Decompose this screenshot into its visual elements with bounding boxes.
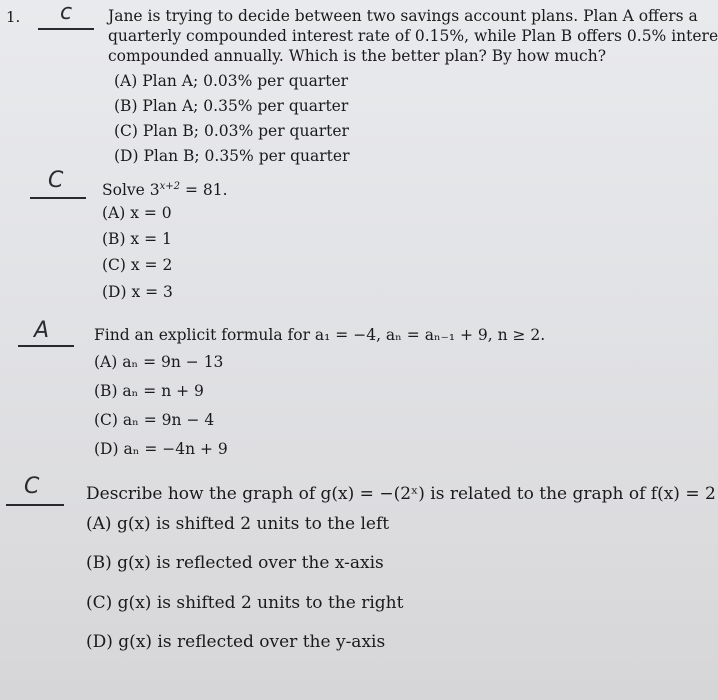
question-stem-line-3: compounded annually. Which is the better plan? By how much? <box>108 47 607 65</box>
choice-b: (B) aₙ = n + 9 <box>94 382 204 400</box>
answer-line <box>18 345 74 347</box>
choice-d: (D) x = 3 <box>102 283 173 301</box>
handwritten-answer: C <box>48 168 65 193</box>
answer-line <box>30 197 86 199</box>
question-stem: Describe how the graph of g(x) = −(2ˣ) is related to the graph of f(x) = 2 <box>86 484 716 504</box>
question-number: 1. <box>6 8 21 26</box>
exponent: x+2 <box>159 181 181 192</box>
stem-suffix: = 81. <box>180 181 228 200</box>
choice-a: (A) Plan A; 0.03% per quarter <box>114 72 349 90</box>
question-stem-line-1: Jane is trying to decide between two savings account plans. Plan A offers a <box>108 7 698 25</box>
choice-d: (D) g(x) is reflected over the y-axis <box>86 632 386 652</box>
choice-a: (A) aₙ = 9n − 13 <box>94 353 224 371</box>
choice-b: (B) Plan A; 0.35% per quarter <box>114 97 349 115</box>
question-stem: Find an explicit formula for a₁ = −4, aₙ = aₙ₋₁ + 9, n ≥ 2. <box>94 326 546 344</box>
handwritten-answer: A <box>34 318 51 343</box>
choice-a: (A) x = 0 <box>102 204 172 222</box>
choice-c: (C) g(x) is shifted 2 units to the right <box>86 593 404 613</box>
handwritten-answer: c <box>60 0 74 25</box>
choice-a: (A) g(x) is shifted 2 units to the left <box>86 514 390 534</box>
choice-b: (B) g(x) is reflected over the x-axis <box>86 553 384 573</box>
handwritten-answer: C <box>24 474 41 499</box>
choice-d: (D) aₙ = −4n + 9 <box>94 440 228 458</box>
choice-c: (C) x = 2 <box>102 256 173 274</box>
answer-line <box>6 504 64 506</box>
answer-line <box>38 28 94 30</box>
stem-prefix: Solve 3 <box>102 181 160 200</box>
question-stem-line-2: quarterly compounded interest rate of 0.15%, while Plan B offers 0.5% intere <box>108 27 718 45</box>
choice-d: (D) Plan B; 0.35% per quarter <box>114 147 350 165</box>
choice-c: (C) aₙ = 9n − 4 <box>94 411 215 429</box>
choice-c: (C) Plan B; 0.03% per quarter <box>114 122 349 140</box>
choice-b: (B) x = 1 <box>102 230 172 248</box>
question-stem <box>102 177 228 200</box>
